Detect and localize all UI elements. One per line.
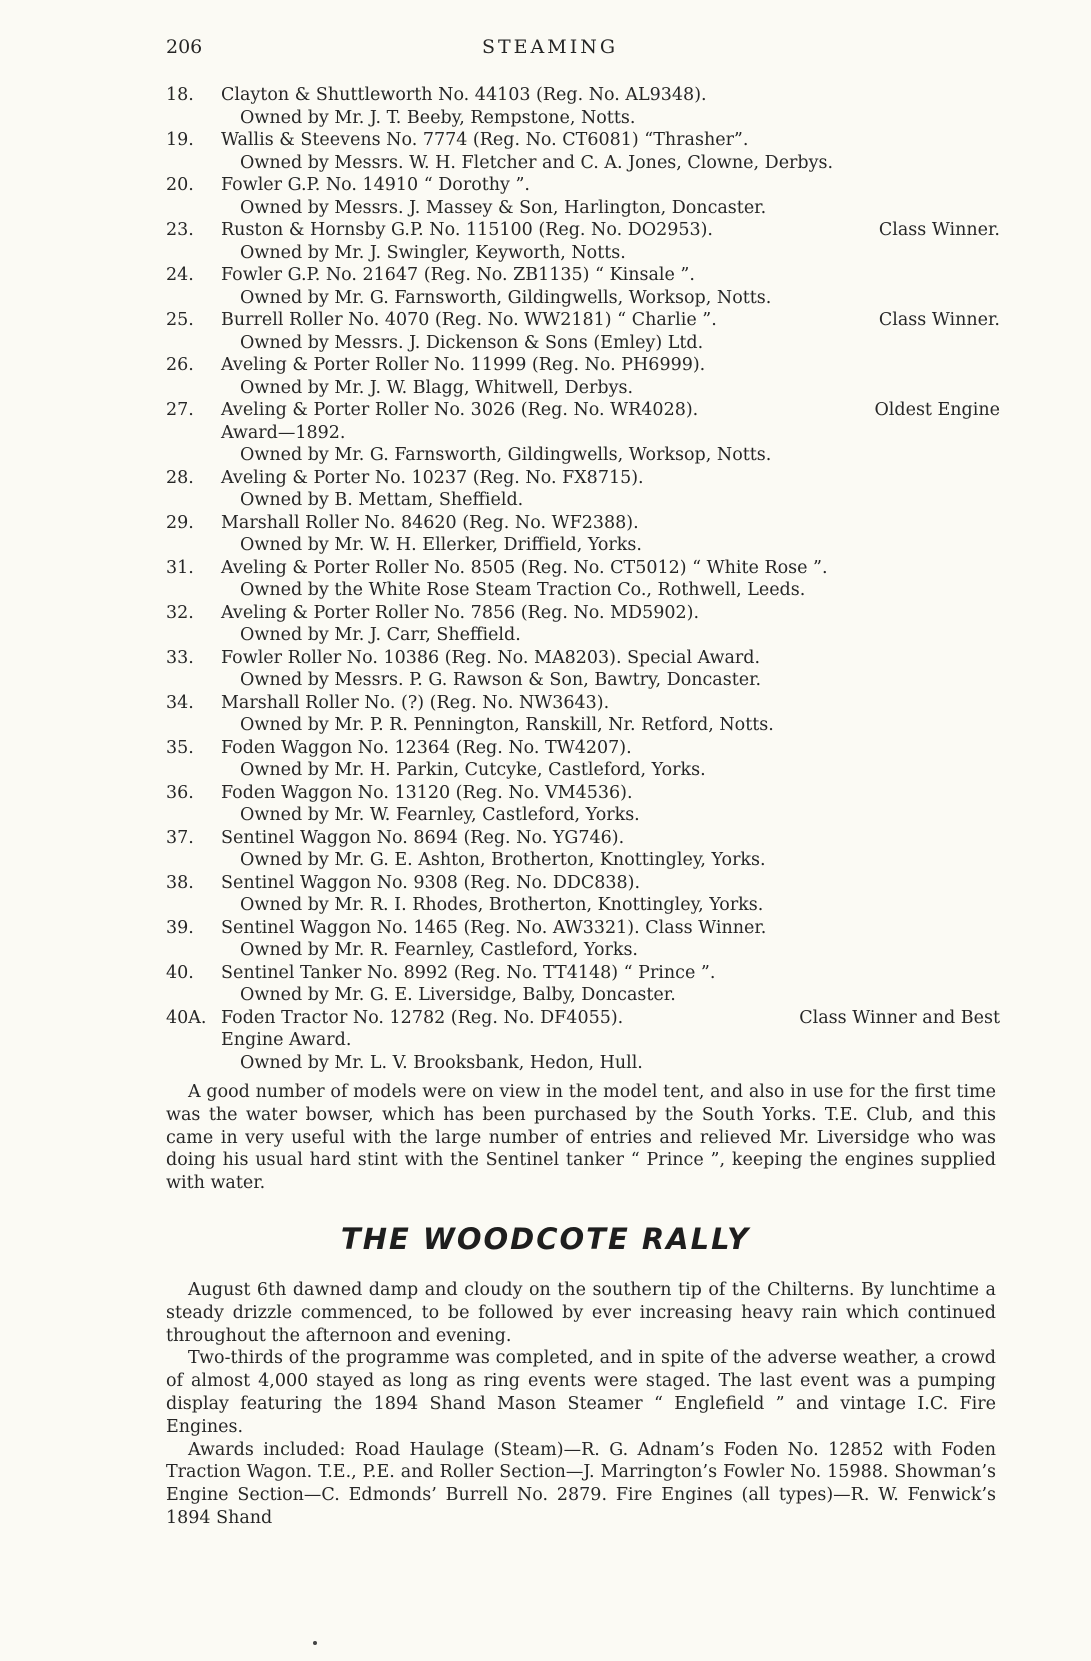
entry-number: 35. [166, 737, 194, 758]
entry-award: Oldest Engine [874, 400, 1000, 420]
entry-owner: Owned by Mr. J. T. Beeby, Rempstone, Notts. [240, 107, 636, 128]
entry-owner: Owned by Mr. R. I. Rhodes, Brotherton, Knottingley, Yorks. [240, 895, 764, 915]
entry-description: Ruston & Hornsby G.P. No. 115100 (Reg. No. DO2953). [221, 220, 713, 240]
entry-number: 31. [166, 557, 194, 578]
entry-number: 40. [166, 962, 194, 983]
entry-award: Class Winner and Best [799, 1007, 1000, 1028]
entry-owner: Owned by Mr. G. E. Liversidge, Balby, Doncaster. [240, 985, 676, 1005]
entry-description: Wallis & Steevens No. 7774 (Reg. No. CT6081) “Thrasher”. [221, 130, 749, 150]
entry-number: 32. [166, 602, 194, 623]
entry-item [0, 399, 1091, 467]
entry-description: Sentinel Waggon No. 1465 (Reg. No. AW3321). Class Winner. [221, 917, 767, 938]
entry-description: Fowler G.P. No. 21647 (Reg. No. ZB1135) “ Kinsale ”. [221, 265, 695, 285]
entry-item [0, 354, 1091, 399]
entry-item [0, 512, 1091, 557]
entry-description: Aveling & Porter Roller No. 3026 (Reg. No. WR4028). [221, 400, 699, 420]
entry-item [0, 647, 1091, 692]
entry-description: Sentinel Waggon No. 8694 (Reg. No. YG746). [221, 827, 625, 848]
woodcote-paragraph: August 6th dawned damp and cloudy on the southern tip of the Chilterns. By lunchtime a steady drizzle commenced, to be followed by ever increasing heavy rain which continued throughout the afternoon and evening. [166, 1280, 996, 1346]
entry-list [0, 84, 1091, 1074]
entry-number: 20. [166, 175, 194, 195]
entry-number: 39. [166, 917, 194, 938]
entry-description: Aveling & Porter No. 10237 (Reg. No. FX8715). [221, 467, 644, 488]
entry-owner: Owned by Mr. J. W. Blagg, Whitwell, Derbys. [240, 377, 634, 398]
closing-paragraph: A good number of models were on view in the model tent, and also in use for the first time was the water bowser, which has been purchased by the South Yorks. T.E. Club, and this came in very useful with the large number of entries and relieved Mr. Liversidge who was doing his usual hard stint with the Sentinel tanker “ Prince ”, keeping the engines supplied with water. [166, 1082, 996, 1194]
entry-owner: Owned by the White Rose Steam Traction Co., Rothwell, Leeds. [240, 580, 806, 600]
entry-item [0, 467, 1091, 512]
entry-number: 34. [166, 692, 194, 713]
entry-description: Sentinel Tanker No. 8992 (Reg. No. TT4148) “ Prince ”. [221, 962, 716, 983]
entry-item [0, 1007, 1091, 1075]
entry-item [0, 219, 1091, 264]
entry-description: Clayton & Shuttleworth No. 44103 (Reg. No. AL9348). [221, 85, 707, 105]
entry-item [0, 917, 1091, 962]
entry-description: Sentinel Waggon No. 9308 (Reg. No. DDC838). [221, 872, 641, 893]
entry-owner: Owned by Mr. G. Farnsworth, Gildingwells, Worksop, Notts. [240, 287, 772, 308]
entry-description: Aveling & Porter Roller No. 8505 (Reg. No. CT5012) “ White Rose ”. [221, 557, 828, 578]
entry-item [0, 309, 1091, 354]
entry-description: Foden Waggon No. 13120 (Reg. No. VM4536). [221, 782, 633, 803]
ink-speck [313, 1641, 317, 1645]
entry-description: Marshall Roller No. 84620 (Reg. No. WF2388). [221, 512, 639, 533]
page-header [0, 36, 1091, 62]
entry-description: Fowler G.P. No. 14910 “ Dorothy ”. [221, 175, 530, 195]
entry-owner: Owned by Mr. J. Carr, Sheffield. [240, 625, 521, 645]
entry-number: 26. [166, 355, 194, 375]
entry-owner: Owned by Mr. P. R. Pennington, Ranskill, Nr. Retford, Notts. [240, 715, 774, 735]
entry-description: Burrell Roller No. 4070 (Reg. No. WW2181) “ Charlie ”. [221, 310, 717, 330]
entry-number: 27. [166, 400, 194, 420]
entry-owner: Owned by Mr. W. H. Ellerker, Driffield, Yorks. [240, 535, 642, 555]
entry-owner: Owned by Mr. R. Fearnley, Castleford, Yorks. [240, 940, 638, 960]
entry-number: 38. [166, 872, 194, 893]
entry-number: 36. [166, 782, 194, 803]
page-number: 206 [166, 36, 203, 58]
entry-description: Fowler Roller No. 10386 (Reg. No. MA8203). Special Award. [221, 647, 761, 668]
entry-owner: Owned by Messrs. J. Dickenson & Sons (Emley) Ltd. [240, 332, 704, 353]
entry-description: Foden Tractor No. 12782 (Reg. No. DF4055). [221, 1007, 624, 1028]
entry-owner: Owned by Mr. G. Farnsworth, Gildingwells, Worksop, Notts. [240, 445, 772, 465]
entry-item [0, 174, 1091, 219]
entry-item [0, 557, 1091, 602]
entry-description: Marshall Roller No. (?) (Reg. No. NW3643). [221, 692, 610, 713]
entry-number: 19. [166, 130, 194, 150]
entry-owner: Owned by Mr. J. Swingler, Keyworth, Notts. [240, 242, 626, 263]
entry-number: 23. [166, 220, 194, 240]
entry-owner: Owned by Messrs. W. H. Fletcher and C. A. Jones, Clowne, Derbys. [240, 152, 834, 173]
entry-item [0, 129, 1091, 174]
entry-number: 25. [166, 310, 194, 330]
entry-award: Class Winner. [878, 310, 1000, 330]
entry-item [0, 737, 1091, 782]
entry-number: 24. [166, 265, 194, 285]
woodcote-paragraph: Awards included: Road Haulage (Steam)—R. G. Adnam’s Foden No. 12852 with Foden Traction Wagon. T.E., P.E. and Roller Section—J. Marrington’s Fowler No. 15988. Showman’s Engine Section—C. Edmonds’ Burrell No. 2879. Fire Engines (all types)—R. W. Fenwick’s 1894 Shand [166, 1439, 996, 1528]
entry-owner: Owned by Mr. L. V. Brooksbank, Hedon, Hull. [240, 1052, 643, 1073]
entry-award: Class Winner. [878, 220, 1000, 240]
entry-award-continued: Award—1892. [221, 422, 346, 443]
entry-item [0, 962, 1091, 1007]
woodcote-text [166, 1279, 996, 1530]
entry-item [0, 782, 1091, 827]
closing-paragraph-block [166, 1081, 996, 1195]
entry-owner: Owned by Mr. G. E. Ashton, Brotherton, Knottingley, Yorks. [240, 850, 766, 870]
running-title: STEAMING [481, 36, 619, 58]
woodcote-paragraph: Two-thirds of the programme was completed, and in spite of the adverse weather, a crowd of almost 4,000 stayed as long as ring events were staged. The last event was a pumping display featuring the 1894 Shand Mason Steamer “ Englefield ” and vintage I.C. Fire Engines. [166, 1348, 996, 1437]
entry-number: 33. [166, 647, 194, 668]
entry-description: Aveling & Porter Roller No. 11999 (Reg. No. PH6999). [221, 355, 706, 375]
entry-description: Foden Waggon No. 12364 (Reg. No. TW4207). [221, 737, 632, 758]
entry-item [0, 872, 1091, 917]
entry-number: 18. [166, 85, 194, 105]
entry-item [0, 692, 1091, 737]
entry-number: 37. [166, 827, 194, 848]
entry-owner: Owned by Mr. W. Fearnley, Castleford, Yorks. [240, 805, 640, 825]
entry-number: 29. [166, 512, 194, 533]
entry-owner: Owned by Messrs. P. G. Rawson & Son, Bawtry, Doncaster. [240, 670, 762, 690]
entry-item [0, 264, 1091, 309]
entry-item [0, 827, 1091, 872]
entry-owner: Owned by B. Mettam, Sheffield. [240, 490, 524, 510]
entry-number: 40A. [166, 1007, 207, 1028]
entry-item [0, 602, 1091, 647]
entry-number: 28. [166, 467, 194, 488]
entry-description: Aveling & Porter Roller No. 7856 (Reg. No. MD5902). [221, 602, 700, 623]
section-title: THE WOODCOTE RALLY [340, 1222, 751, 1256]
entry-owner: Owned by Messrs. J. Massey & Son, Harlington, Doncaster. [240, 197, 767, 218]
entry-owner: Owned by Mr. H. Parkin, Cutcyke, Castleford, Yorks. [240, 760, 706, 780]
entry-item [0, 84, 1091, 129]
entry-award-continued: Engine Award. [221, 1030, 352, 1050]
